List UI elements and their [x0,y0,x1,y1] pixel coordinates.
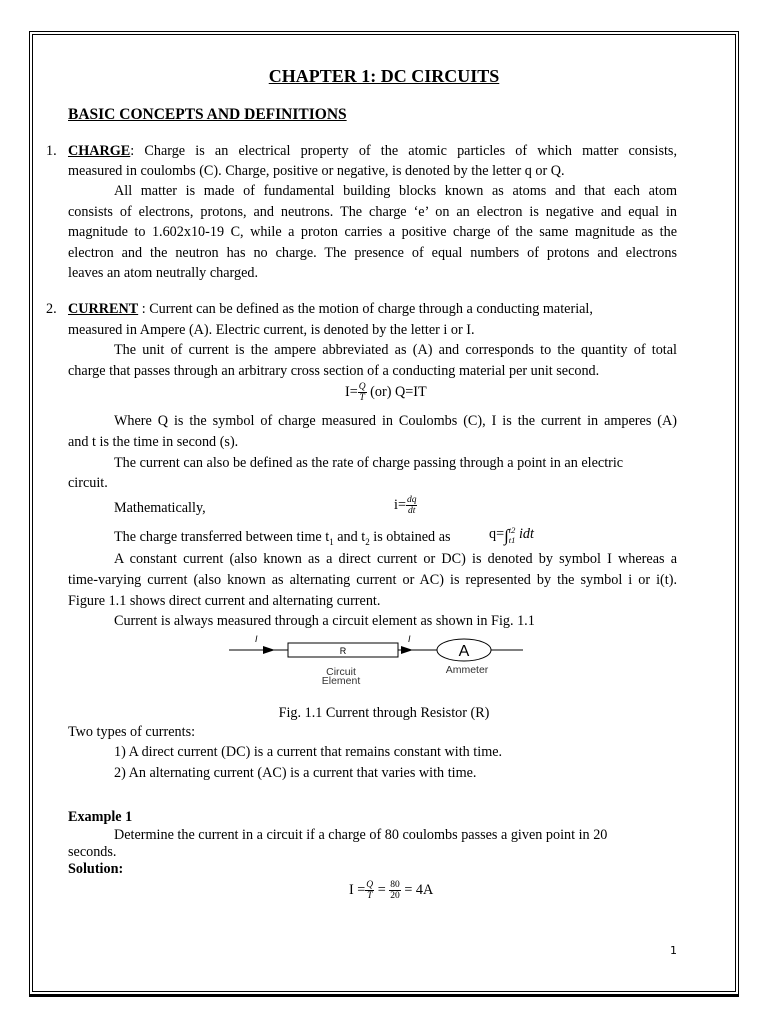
formula1-lhs: I= [345,384,358,400]
chapter-title: CHAPTER 1: DC CIRCUITS [268,66,500,86]
current-term: CURRENT [68,301,139,317]
charge-definition-line2: measured in coulombs (C). Charge, positive or negative, is denoted by the letter q or Q. [68,163,565,179]
types-intro: Two types of currents: [68,724,196,740]
measure-text: Current is always measured through a circuit element as shown in Fig. 1.1 [114,613,535,629]
formula3-lhs: q= [489,526,505,542]
integral-sign: ∫ [504,526,509,545]
transfer-text-a: The charge transferred between time t [114,529,330,545]
formula2-numerator: dq [406,495,417,506]
current-label-right: I [408,634,411,644]
ammeter-label: Ammeter [445,664,489,676]
page-number: 1 [670,944,677,957]
arrow-right [401,646,413,654]
circuit-element-label-line1: Circuit [326,666,356,678]
formula2-denominator: dt [408,506,416,517]
list-number-current: 2. [46,301,57,317]
solution-q: Q [366,880,374,891]
transfer-text-c: is obtained as [369,529,451,545]
current-where-line1: Where Q is the symbol of charge measured in Coulombs (C), I is the current in amperes (A) [114,413,677,429]
dc-ac-line3: Figure 1.1 shows direct current and alternating current. [68,593,381,609]
charge-term: CHARGE [68,143,131,159]
ammeter-symbol: A [458,643,470,660]
solution-lhs: I = [349,882,366,898]
current-definition-line2: measured in Ampere (A). Electric current, is denoted by the letter i or I. [68,322,475,338]
current-where-line2: and t is the time in second (s). [68,434,239,450]
dc-ac-line2: time-varying current (also known as alternating current or AC) is represented by the symbol i or i(t). [68,572,677,588]
formula2-fraction [406,495,418,516]
current-rate-line2: circuit. [68,475,108,491]
types-item-ac: 2) An alternating current (AC) is a current that varies with time. [114,765,477,781]
dc-ac-line1: A constant current (also known as a direct current or DC) is denoted by symbol I whereas a [114,551,677,567]
formula2-lhs: i= [394,497,406,513]
current-unit-line2: charge that passes through an arbitrary cross section of a conducting material per unit second. [68,363,600,379]
types-item-dc: 1) A direct current (DC) is a current that remains constant with time. [114,744,503,760]
solution-fraction-values [389,880,401,901]
example-line2: seconds. [68,844,117,860]
current-rate-line1: The current can also be defined as the rate of charge passing through a point in an electric [114,455,624,471]
solution-80: 80 [390,880,400,891]
charge-para-line2: consists of electrons, protons, and neutrons. The charge ‘e’ on an electron is negative and equal in [68,204,677,220]
formula-charge-integral [489,524,534,547]
example-line1: Determine the current in a circuit if a charge of 80 coulombs passes a given point in 20 [114,827,608,843]
formula1-rest: (or) Q=IT [366,384,427,400]
circuit-element-diagram [225,632,525,688]
integral-integrand: idt [515,526,534,542]
transfer-text-b: and t [333,529,366,545]
resistor-label: R [339,646,347,656]
example-heading: Example 1 [68,809,133,825]
charge-line1-text: : Charge is an electrical property of the atomic particles of which matter consists, [130,143,677,159]
transfer-sub1: 1 [329,536,334,547]
charge-para-line1: All matter is made of fundamental building blocks known as atoms and that each atom [114,183,677,199]
solution-eq1: = [374,882,390,898]
formula1-fraction [358,382,367,403]
solution-20: 20 [390,891,400,902]
charge-definition-line1 [68,141,677,162]
page-border-bottom [29,995,739,997]
charge-para-line4: electron and the neutron has no charge. The presence of equal numbers of protons and electrons [68,245,677,261]
integral-lower-limit: t1 [508,534,516,545]
solution-label: Solution: [68,861,124,877]
solution-formula [349,880,433,901]
formula-current-derivative [394,495,417,516]
formula1-numerator: Q [358,382,366,393]
integral-upper-limit: t2 [508,524,516,535]
list-number-charge: 1. [46,143,57,159]
current-line1-text: : Current can be defined as the motion of charge through a conducting material, [138,301,593,317]
circuit-element-label-line2: Element [321,675,361,687]
current-label-left: I [255,634,258,644]
arrow-left [263,646,275,654]
solution-t: T [367,891,373,902]
formula-current-charge [345,382,427,403]
figure-caption: Fig. 1.1 Current through Resistor (R) [278,705,490,721]
section-heading: BASIC CONCEPTS AND DEFINITIONS [68,106,347,123]
math-label: Mathematically, [114,500,206,516]
transfer-sub2: 2 [365,536,370,547]
charge-para-line3: magnitude to 1.602x10-19 C, while a proton carries a positive charge of the same magnitude as the [68,224,677,240]
charge-para-line5: leaves an atom neutrally charged. [68,265,259,281]
current-definition-line1 [68,299,593,320]
formula1-denominator: T [359,393,365,404]
solution-fraction-qt [365,880,374,901]
current-unit-line1: The unit of current is the ampere abbreviated as (A) and corresponds to the quantity of total [114,342,677,358]
solution-eq2: = 4A [400,882,434,898]
